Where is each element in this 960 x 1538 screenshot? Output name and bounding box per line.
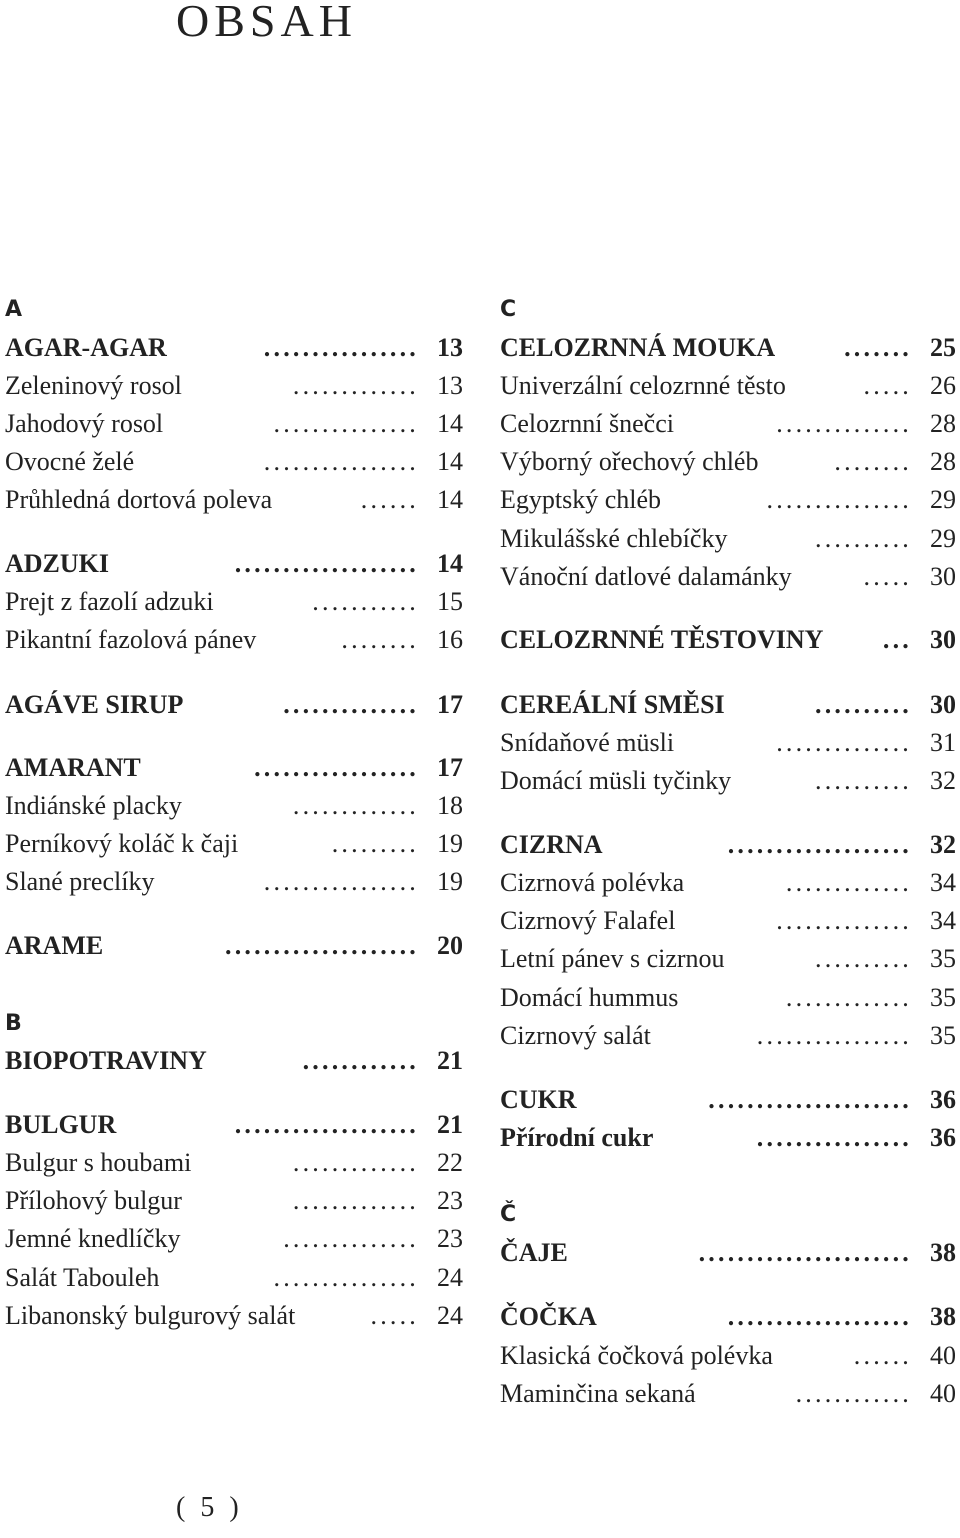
entry-page-number: 29 [930,485,956,514]
dot-leader: ............ [795,1379,912,1408]
entry-page-number: 13 [437,333,463,362]
page-number: ( 5 ) [176,1492,243,1523]
entry-page-number: 35 [930,983,956,1012]
dot-leader: .................... [225,931,419,960]
entry-page-number: 21 [437,1110,463,1139]
toc-topic [5,749,463,787]
entry-title: Bulgur s houbami [5,1148,192,1177]
dot-leader: .............. [283,690,419,719]
dot-leader: ..... [863,562,912,591]
entry-title: Vánoční datlové dalamánky [500,562,792,591]
toc-entry [5,621,463,659]
entry-page-number: 23 [437,1224,463,1253]
toc-entry [5,367,463,405]
toc-topic [500,686,956,724]
dot-leader: ................ [263,333,419,362]
toc-topic [5,1106,463,1144]
entry-title: Přírodní cukr [500,1123,654,1152]
entry-page-number: 17 [437,690,463,719]
entry-title: Slané preclíky [5,867,155,896]
dot-leader: ............. [292,371,419,400]
entry-title: ČAJE [500,1238,568,1267]
entry-page-number: 14 [437,485,463,514]
entry-title: CEREÁLNÍ SMĚSI [500,690,725,719]
entry-title: Pikantní fazolová pánev [5,625,257,654]
toc-topic [500,1081,956,1119]
toc-topic [500,1298,956,1336]
entry-title: Indiánské placky [5,791,182,820]
dot-leader: ..... [370,1301,419,1330]
entry-title: Klasická čočková polévka [500,1341,773,1370]
dot-leader: ............... [273,1263,419,1292]
dot-leader: ................ [263,447,419,476]
dot-leader: .......... [815,766,912,795]
entry-page-number: 16 [437,625,463,654]
entry-page-number: 15 [437,587,463,616]
entry-title: Zeleninový rosol [5,371,182,400]
entry-page-number: 28 [930,447,956,476]
toc-entry [500,481,956,519]
entry-title: ADZUKI [5,549,110,578]
entry-title: Jahodový rosol [5,409,164,438]
dot-leader: ............... [766,485,912,514]
entry-title: AGÁVE SIRUP [5,690,184,719]
toc-entry [5,1182,463,1220]
entry-title: Egyptský chléb [500,485,662,514]
entry-title: CELOZRNNÉ TĚSTOVINY [500,625,824,654]
dot-leader: ................... [727,1302,912,1331]
entry-page-number: 18 [437,791,463,820]
entry-page-number: 14 [437,409,463,438]
entry-title: Cizrnový Falafel [500,906,676,935]
toc-entry [500,1017,956,1055]
entry-page-number: 40 [930,1379,956,1408]
entry-title: Domácí müsli tyčinky [500,766,732,795]
entry-page-number: 23 [437,1186,463,1215]
toc-entry [500,979,956,1017]
toc-entry [500,367,956,405]
toc-entry [5,1297,463,1335]
toc-entry [5,825,463,863]
entry-page-number: 13 [437,371,463,400]
toc-entry [500,520,956,558]
toc-topic [500,329,956,367]
dot-leader: ................ [756,1123,912,1152]
toc-topic [500,1119,956,1157]
dot-leader: ..... [863,371,912,400]
entry-page-number: 30 [930,562,956,591]
entry-page-number: 30 [930,625,956,654]
entry-page-number: 26 [930,371,956,400]
entry-page-number: 29 [930,524,956,553]
entry-title: Prejt z fazolí adzuki [5,587,214,616]
toc-entry [5,1144,463,1182]
toc-entry [500,762,956,800]
entry-page-number: 14 [437,447,463,476]
toc-entry [5,1220,463,1258]
toc-topic [500,621,956,659]
dot-leader: ................ [263,867,419,896]
entry-page-number: 30 [930,690,956,719]
toc-topic [5,927,463,965]
dot-leader: ........ [834,447,912,476]
entry-page-number: 19 [437,829,463,858]
entry-title: Celozrnní šnečci [500,409,674,438]
toc-entry [5,481,463,519]
toc-topic [5,1042,463,1080]
entry-page-number: 22 [437,1148,463,1177]
toc-entry [500,902,956,940]
entry-title: AMARANT [5,753,141,782]
dot-leader: ............. [292,1186,419,1215]
entry-title: Cizrnový salát [500,1021,651,1050]
entry-title: ARAME [5,931,104,960]
entry-page-number: 38 [930,1302,956,1331]
toc-topic [5,545,463,583]
entry-title: Jemné knedlíčky [5,1224,181,1253]
dot-leader: ................... [234,1110,419,1139]
entry-page-number: 36 [930,1123,956,1152]
toc-entry [500,724,956,762]
entry-page-number: 21 [437,1046,463,1075]
dot-leader: .............. [776,906,912,935]
dot-leader: .............. [776,409,912,438]
entry-page-number: 32 [930,830,956,859]
entry-page-number: 24 [437,1263,463,1292]
entry-title: Perníkový koláč k čaji [5,829,239,858]
toc-topic [5,329,463,367]
dot-leader: ............. [292,791,419,820]
entry-page-number: 14 [437,549,463,578]
entry-page-number: 34 [930,906,956,935]
entry-title: BULGUR [5,1110,117,1139]
entry-page-number: 25 [930,333,956,362]
entry-title: Přílohový bulgur [5,1186,182,1215]
toc-entry [500,864,956,902]
dot-leader: ......... [331,829,419,858]
dot-leader: .......... [815,944,912,973]
entry-page-number: 36 [930,1085,956,1114]
toc-entry [500,1375,956,1413]
dot-leader: .......... [815,524,912,553]
section-letter: B [5,1011,22,1036]
entry-title: Výborný ořechový chléb [500,447,759,476]
dot-leader: .............. [776,728,912,757]
entry-title: Průhledná dortová poleva [5,485,273,514]
toc-entry [5,863,463,901]
toc-topic [5,686,463,724]
entry-title: Libanonský bulgurový salát [5,1301,296,1330]
dot-leader: ............. [785,868,912,897]
entry-title: Domácí hummus [500,983,679,1012]
entry-title: BIOPOTRAVINY [5,1046,207,1075]
dot-leader: ...... [360,485,419,514]
section-letter: A [5,297,23,322]
entry-title: Ovocné želé [5,447,135,476]
entry-title: Mikulášské chlebíčky [500,524,728,553]
page-title: OBSAH [176,0,357,46]
toc-entry [500,405,956,443]
entry-page-number: 35 [930,1021,956,1050]
entry-page-number: 24 [437,1301,463,1330]
dot-leader: ..................... [708,1085,912,1114]
dot-leader: ................... [234,549,419,578]
toc-entry [500,558,956,596]
dot-leader: ....... [844,333,912,362]
entry-title: Maminčina sekaná [500,1379,696,1408]
section-letter: Č [500,1202,517,1227]
entry-page-number: 35 [930,944,956,973]
dot-leader: ...................... [698,1238,912,1267]
entry-title: CELOZRNNÁ MOUKA [500,333,776,362]
section-letter: C [500,297,517,322]
entry-page-number: 34 [930,868,956,897]
dot-leader: ........... [312,587,419,616]
dot-leader: ................ [756,1021,912,1050]
entry-title: CUKR [500,1085,577,1114]
toc-entry [5,1259,463,1297]
dot-leader: ........ [341,625,419,654]
dot-leader: ................. [254,753,419,782]
dot-leader: ... [882,625,912,654]
entry-title: Salát Tabouleh [5,1263,160,1292]
dot-leader: ................... [727,830,912,859]
entry-title: Letní pánev s cizrnou [500,944,725,973]
entry-page-number: 40 [930,1341,956,1370]
entry-page-number: 28 [930,409,956,438]
entry-page-number: 32 [930,766,956,795]
dot-leader: ............... [273,409,419,438]
entry-title: Snídaňové müsli [500,728,675,757]
dot-leader: ............. [785,983,912,1012]
entry-page-number: 20 [437,931,463,960]
dot-leader: ............. [292,1148,419,1177]
toc-entry [500,1337,956,1375]
dot-leader: ...... [853,1341,912,1370]
dot-leader: .......... [815,690,912,719]
entry-title: ČOČKA [500,1302,597,1331]
entry-title: AGAR-AGAR [5,333,167,362]
toc-entry [5,787,463,825]
toc-entry [5,583,463,621]
dot-leader: .............. [283,1224,419,1253]
entry-page-number: 38 [930,1238,956,1267]
entry-page-number: 31 [930,728,956,757]
dot-leader: ............ [302,1046,419,1075]
toc-topic [500,826,956,864]
entry-title: Cizrnová polévka [500,868,685,897]
entry-title: Univerzální celozrnné těsto [500,371,786,400]
entry-page-number: 19 [437,867,463,896]
entry-page-number: 17 [437,753,463,782]
toc-entry [500,940,956,978]
entry-title: CIZRNA [500,830,603,859]
toc-topic [500,1234,956,1272]
toc-entry [500,443,956,481]
toc-entry [5,443,463,481]
toc-entry [5,405,463,443]
